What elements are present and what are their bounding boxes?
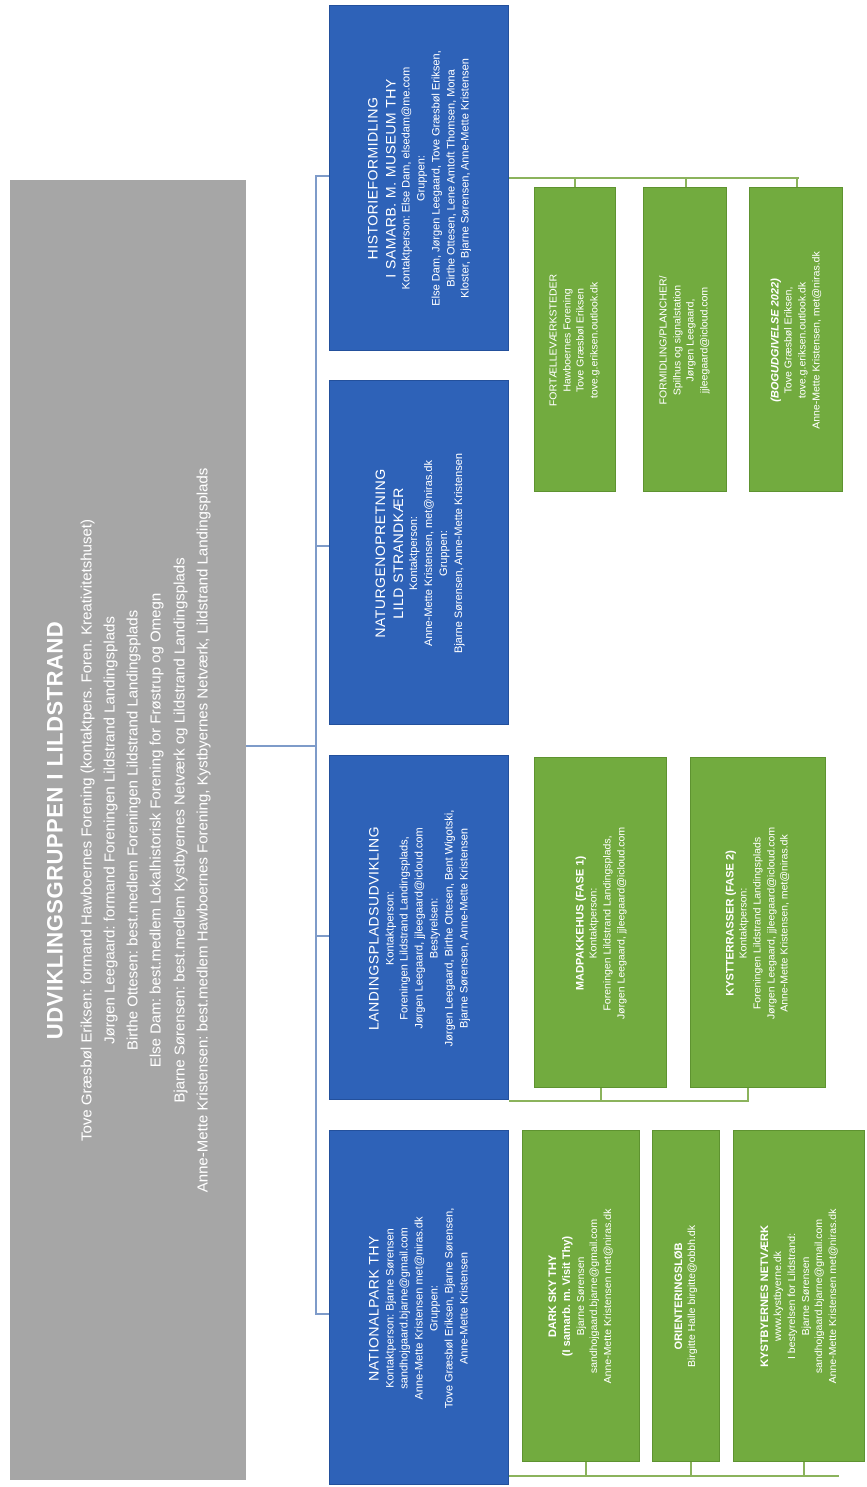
connector-historie-subs: [509, 177, 799, 179]
member-row: Jørgen Leegaard: formand Foreningen Lildstrand Landingsplads: [101, 616, 119, 1044]
sub-line: jjleegaard@icloud.com: [698, 286, 711, 393]
sub-line: I bestyrelsen for Lildstrand:: [785, 1232, 798, 1360]
group-line: Kontaktperson:: [407, 515, 420, 590]
sub-title: (BOGUDGIVELSE 2022): [769, 277, 782, 402]
main-box: [10, 180, 246, 1480]
group-natur: [329, 380, 509, 725]
sub-line: Bjarne Sørensen: [799, 1256, 812, 1336]
group-title: NATURGENOPRETNING: [371, 467, 388, 638]
member-row: Tove Græsbøl Eriksen: formand Hawboernes Forening (kontaktpers. Foren. Kreativitetshuset): [78, 519, 95, 1141]
group-line: Gruppen:: [428, 1284, 441, 1331]
group-line: Jørgen Leegaard, jjleegaard@icloud.com: [413, 826, 426, 1029]
sub-formidling: [643, 187, 727, 492]
sub-line: Birgitte Halle birgitte@obbh.dk: [686, 1225, 699, 1367]
sub-title: KYSTTERRASSER (FASE 2): [724, 849, 737, 996]
group-line: Anne-Mette Kristensen met@niras.dk: [413, 1216, 426, 1399]
sub-line: Jørgen Leegaard, jjleegaard@icloud.com: [614, 826, 627, 1019]
sub-kystbyernes: [733, 1130, 865, 1462]
sub-title: DARK SKY THY: [547, 1254, 560, 1338]
connector-formidling: [685, 177, 687, 187]
group-line: Anne-Mette Kristensen, met@niras.dk: [422, 459, 435, 646]
connector-historie: [315, 175, 329, 177]
group-landingsplads: [329, 755, 509, 1100]
group-nationalpark: [329, 1130, 509, 1485]
group-title: I SAMARB. M. MUSEUM THY: [381, 78, 398, 278]
group-line: Foreningen Lildstrand Landingsplads,: [399, 835, 412, 1020]
connector-natur: [315, 545, 329, 547]
sub-fortaelle: [534, 187, 616, 492]
connector-spine: [246, 745, 316, 747]
connector-bogudgivelse: [796, 177, 798, 187]
group-line: Kontaktperson: Bjarne Sørensen: [384, 1227, 397, 1388]
group-line: Bjarne Sørensen, Anne-Mette Kristensen: [452, 452, 465, 653]
group-line: Gruppen:: [437, 529, 450, 576]
member-row: Else Dam: best.medlem Lokalhistorisk Forening for Frøstrup og Omegn: [147, 592, 165, 1068]
connector-kystbyernes: [803, 1462, 805, 1476]
member-row: Birthe Ottesen: best.medlem Foreningen Lildstrand Landingsplads: [124, 609, 142, 1051]
sub-title: KYSTBYERNES NETVÆRK: [758, 1225, 771, 1367]
sub-line: Kontaktperson:: [587, 887, 600, 958]
main-title: UDVIKLINGSGRUPPEN I LILDSTRAND: [42, 620, 68, 1040]
connector-madpakkehus: [600, 1088, 602, 1101]
sub-line: Bjarne Sørensen: [574, 1256, 587, 1336]
group-line: Bestyrelsen:: [428, 897, 441, 958]
sub-title: MADPAKKEHUS (FASE 1): [573, 855, 586, 990]
group-line: Else Dam, Jørgen Leegaard, Tove Græsbøl Eriksen,: [430, 50, 443, 306]
connector-nationalpark: [315, 1313, 329, 1315]
group-title: LANDINGSPLADSUDVIKLING: [365, 825, 382, 1030]
group-line: Jørgen Leegaard, Birthe Ottesen, Bent Wigotski,: [443, 809, 456, 1046]
group-title: HISTORIEFORMIDLING: [364, 96, 381, 260]
group-line: sandhojgaard.bjarne@gmail.com: [399, 1226, 412, 1389]
sub-line: Anne-Mette Kristensen met@niras.dk: [826, 1208, 839, 1384]
sub-title: (I samarb. m. Visit Thy): [561, 1235, 574, 1357]
connector-darksky: [585, 1462, 587, 1476]
member-row: Anne-Mette Kristensen: best.medlem Hawboernes Forening, Kystbyernes Netværk, Lildstrand Landingsplads: [194, 467, 212, 1193]
group-line: Gruppen:: [415, 155, 428, 201]
sub-line: sandhojgaard.bjarne@gmail.com: [588, 1218, 601, 1374]
sub-line: Spilhus og signalstation: [671, 284, 684, 395]
sub-line: Foreningen Lildstrand Landingsplads: [751, 836, 764, 1009]
connector-nationalpark-subs: [509, 1475, 839, 1477]
sub-line: sandhojgaard.bjarne@gmail.com: [812, 1218, 825, 1374]
sub-line: Kontaktperson:: [737, 887, 750, 958]
group-title: NATIONALPARK THY: [365, 1234, 382, 1381]
sub-darksky: [522, 1130, 640, 1462]
sub-line: www.kystbyerne.dk: [772, 1251, 785, 1341]
sub-line: FORMIDLING/PLANCHER/: [657, 275, 670, 404]
sub-line: FORTÆLLEVÆRKSTEDER: [547, 273, 560, 406]
sub-line: tove.g.eriksen.outlook.dk: [588, 281, 601, 398]
group-line: Bjarne Sørensen, Anne-Mette Kristensen: [458, 827, 471, 1028]
sub-madpakkehus: [534, 757, 667, 1088]
group-line: Kontaktperson:: [384, 890, 397, 965]
sub-bogudgivelse: [749, 187, 843, 492]
group-line: Anne-Mette Kristensen: [458, 1251, 471, 1364]
sub-line: Jørgen Leegaard, jjleegaard@icloud.com: [765, 826, 778, 1019]
group-line: Kontaktperson: Else Dam, elsedam@me.com: [400, 66, 413, 290]
sub-line: Jørgen Leegaard,: [685, 298, 697, 381]
sub-line: Tove Græsbøl Eriksen,: [782, 286, 795, 393]
sub-line: Hawboernes Forening: [561, 287, 574, 392]
connector-landingsplads-subs: [509, 1100, 749, 1102]
group-line: Tove Græsbøl Eriksen, Bjarne Sørensen,: [443, 1207, 456, 1408]
connector-orientering: [690, 1462, 692, 1476]
connector-landingsplads: [315, 935, 329, 937]
connector-kystterrasser: [747, 1088, 749, 1101]
sub-line: Anne-Mette Kristensen met@niras.dk: [602, 1208, 615, 1384]
sub-line: Anne-Mette Kristensen, met@niras.dk: [778, 833, 791, 1012]
sub-line: Tove Græsbøl Eriksen: [575, 287, 587, 392]
sub-title: ORIENTERINGSLØB: [673, 1242, 686, 1350]
group-line: Birthe Ottesen, Lene Amtoft Thomsen, Mona: [444, 69, 457, 287]
group-historie: [329, 5, 509, 351]
sub-line: Anne-Mette Kristensen, met@niras.dk: [809, 250, 822, 429]
group-line: Kloster, Bjarne Sørensen, Anne-Mette Kristensen: [459, 58, 472, 298]
sub-line: tove.g.eriksen.outlook.dk: [796, 281, 809, 398]
member-row: Bjarne Sørensen: best.medlem Kystbyernes Netværk og Lildstrand Landingsplads: [171, 557, 188, 1103]
group-title: LILD STRANDKÆR: [389, 486, 406, 619]
connector-bus: [315, 175, 317, 1315]
sub-orientering: [652, 1130, 720, 1462]
sub-line: Foreningen Lildstrand Landingsplads,: [600, 834, 613, 1011]
connector-fortaelle: [574, 177, 576, 187]
sub-kystterrasser: [690, 757, 826, 1088]
